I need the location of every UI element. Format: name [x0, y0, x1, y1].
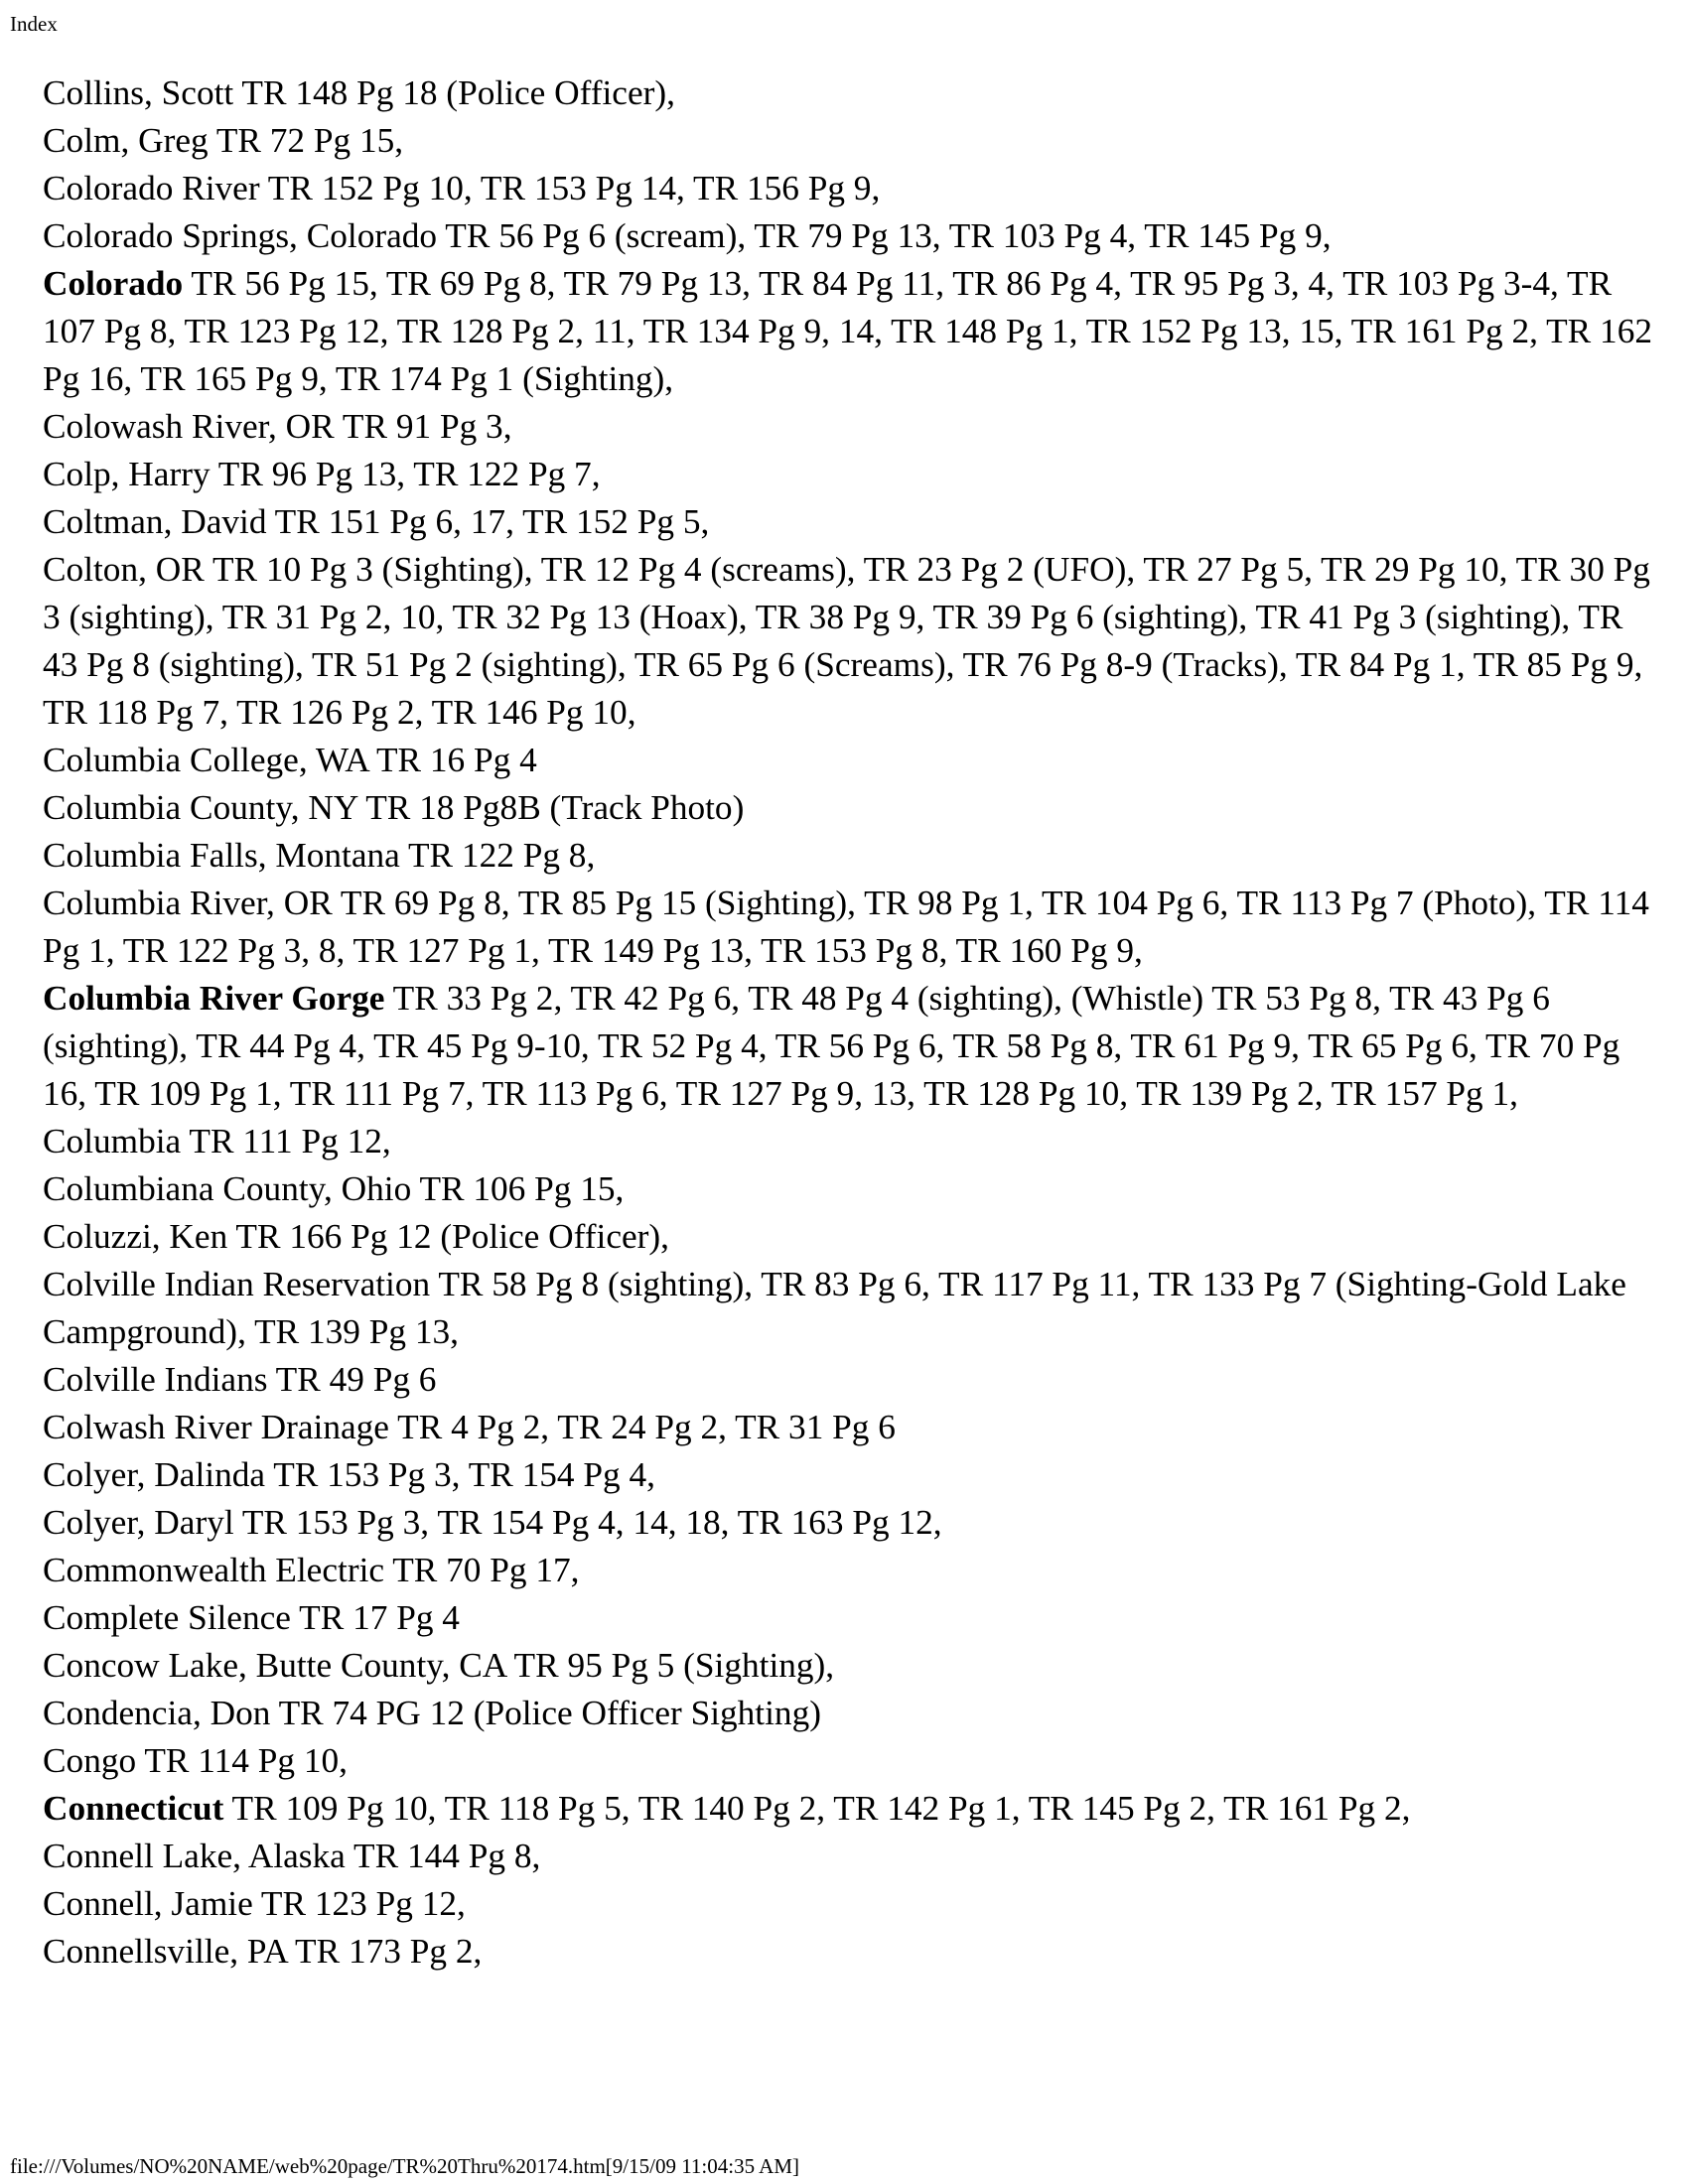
index-entry: [43, 975, 1656, 1118]
index-entry: [43, 1404, 1656, 1451]
index-entry-term: Connell Lake, Alaska: [43, 1837, 346, 1875]
index-entry-references: TR 70 Pg 17,: [384, 1551, 580, 1589]
index-entry: [43, 1499, 1656, 1547]
index-entry: [43, 1547, 1656, 1594]
index-entry-term: Columbia River Gorge: [43, 979, 385, 1018]
index-entry-references: TR 72 Pg 15,: [208, 121, 404, 160]
index-entry-references: TR 122 Pg 8,: [399, 836, 596, 875]
index-entry-term: Colorado River: [43, 169, 260, 207]
index-entry-term: Columbiana County, Ohio: [43, 1169, 412, 1208]
index-entry-term: Collins, Scott: [43, 73, 234, 112]
index-entry: [43, 1261, 1656, 1356]
index-entry-references: TR 109 Pg 10, TR 118 Pg 5, TR 140 Pg 2, TR 142 Pg 1, TR 145 Pg 2, TR 161 Pg 2,: [223, 1789, 1411, 1828]
index-entry-references: TR 151 Pg 6, 17, TR 152 Pg 5,: [266, 502, 710, 541]
index-entry: [43, 260, 1656, 403]
index-entry-references: TR 152 Pg 10, TR 153 Pg 14, TR 156 Pg 9,: [259, 169, 881, 207]
index-entry: [43, 212, 1656, 260]
index-entry-term: Complete Silence: [43, 1598, 291, 1637]
index-entry-term: Colowash River, OR: [43, 407, 335, 446]
index-entry: [43, 880, 1656, 975]
index-entry-references: TR 153 Pg 3, TR 154 Pg 4,: [265, 1455, 655, 1494]
index-entry: [43, 784, 1656, 832]
page-header-title: Index: [10, 12, 58, 36]
index-entry-term: Coluzzi, Ken: [43, 1217, 228, 1256]
index-entry: [43, 1451, 1656, 1499]
index-entry-term: Colyer, Dalinda: [43, 1455, 266, 1494]
index-entry-term: Colton, OR: [43, 550, 205, 589]
index-entry-references: TR 18 Pg8B (Track Photo): [357, 788, 745, 827]
index-entry-references: TR 95 Pg 5 (Sighting),: [505, 1646, 835, 1685]
index-entry: [43, 1118, 1656, 1165]
index-entry-term: Condencia, Don: [43, 1694, 271, 1732]
index-entry: [43, 1785, 1656, 1833]
index-entry-references: TR 56 Pg 15, TR 69 Pg 8, TR 79 Pg 13, TR 84 Pg 11, TR 86 Pg 4, TR 95 Pg 3, 4, TR 103 Pg 3-4, TR 107 Pg 8, TR 123 Pg 12, TR 128 Pg 2, 11, TR 134 Pg 9, 14, TR 148 Pg 1, TR 152 Pg 13, 15, TR 161 Pg 2, TR 162 Pg 16, TR 165 Pg 9, TR 174 Pg 1 (Sighting),: [43, 264, 1652, 398]
index-entry-term: Colyer, Daryl: [43, 1503, 234, 1542]
index-entry-term: Colwash River Drainage: [43, 1408, 389, 1446]
index-entry-term: Connecticut: [43, 1789, 224, 1828]
index-entry: [43, 546, 1656, 737]
index-entry-term: Columbia Falls, Montana: [43, 836, 400, 875]
index-entry-references: TR 74 PG 12 (Police Officer Sighting): [270, 1694, 821, 1732]
index-entry-term: Colp, Harry: [43, 455, 211, 493]
index-entry-term: Columbia: [43, 1122, 182, 1160]
index-entry-term: Concow Lake, Butte County, CA: [43, 1646, 506, 1685]
index-entry-references: TR 10 Pg 3 (Sighting), TR 12 Pg 4 (screams), TR 23 Pg 2 (UFO), TR 27 Pg 5, TR 29 Pg 10, TR 30 Pg 3 (sighting), TR 31 Pg 2, 10, TR 32 Pg 13 (Hoax), TR 38 Pg 9, TR 39 Pg 6 (sighting), TR 41 Pg 3 (sighting), TR 43 Pg 8 (sighting), TR 51 Pg 2 (sighting), TR 65 Pg 6 (Screams), TR 76 Pg 8-9 (Tracks), TR 84 Pg 1, TR 85 Pg 9, TR 118 Pg 7, TR 126 Pg 2, TR 146 Pg 10,: [43, 550, 1650, 732]
index-entry: [43, 403, 1656, 451]
index-entry: [43, 1642, 1656, 1690]
index-entry-term: Connell, Jamie: [43, 1884, 253, 1923]
index-entry-term: Columbia County, NY: [43, 788, 358, 827]
index-entry-term: Coltman, David: [43, 502, 267, 541]
index-entry-term: Colm, Greg: [43, 121, 209, 160]
index-entry-references: TR 91 Pg 3,: [334, 407, 512, 446]
index-entry-references: TR 69 Pg 8, TR 85 Pg 15 (Sighting), TR 98 Pg 1, TR 104 Pg 6, TR 113 Pg 7 (Photo), TR 114 Pg 1, TR 122 Pg 3, 8, TR 127 Pg 1, TR 149 Pg 13, TR 153 Pg 8, TR 160 Pg 9,: [43, 884, 1649, 970]
index-entry-references: TR 173 Pg 2,: [286, 1932, 483, 1971]
index-entry-references: TR 56 Pg 6 (scream), TR 79 Pg 13, TR 103 Pg 4, TR 145 Pg 9,: [437, 216, 1332, 255]
index-entry-list: [43, 69, 1656, 1976]
index-entry-term: Congo: [43, 1741, 137, 1780]
index-entry-references: TR 4 Pg 2, TR 24 Pg 2, TR 31 Pg 6: [388, 1408, 896, 1446]
index-entry-term: Colville Indian Reservation: [43, 1265, 431, 1303]
index-entry-references: TR 111 Pg 12,: [181, 1122, 391, 1160]
index-entry-term: Columbia River, OR: [43, 884, 333, 922]
index-entry-references: TR 114 Pg 10,: [136, 1741, 348, 1780]
index-entry-references: TR 16 Pg 4: [367, 741, 537, 779]
index-entry: [43, 832, 1656, 880]
index-entry: [43, 1880, 1656, 1928]
page-footer-url: file:///Volumes/NO%20NAME/web%20page/TR%20Thru%20174.htm[9/15/09 11:04:35 AM]: [10, 2154, 800, 2178]
index-entry-term: Colorado Springs, Colorado: [43, 216, 438, 255]
index-entry-term: Connellsville, PA: [43, 1932, 287, 1971]
index-entry: [43, 1737, 1656, 1785]
index-entry-term: Colville Indians: [43, 1360, 268, 1399]
index-entry-references: TR 49 Pg 6: [267, 1360, 437, 1399]
index-entry: [43, 737, 1656, 784]
index-entry-references: TR 153 Pg 3, TR 154 Pg 4, 14, 18, TR 163 Pg 12,: [233, 1503, 942, 1542]
index-entry-references: TR 33 Pg 2, TR 42 Pg 6, TR 48 Pg 4 (sighting), (Whistle) TR 53 Pg 8, TR 43 Pg 6 (sighting), TR 44 Pg 4, TR 45 Pg 9-10, TR 52 Pg 4, TR 56 Pg 6, TR 58 Pg 8, TR 61 Pg 9, TR 65 Pg 6, TR 70 Pg 16, TR 109 Pg 1, TR 111 Pg 7, TR 113 Pg 6, TR 127 Pg 9, 13, TR 128 Pg 10, TR 139 Pg 2, TR 157 Pg 1,: [43, 979, 1620, 1113]
index-entry: [43, 451, 1656, 498]
index-entry: [43, 1356, 1656, 1404]
index-entry: [43, 1165, 1656, 1213]
index-entry: [43, 498, 1656, 546]
index-entry-references: TR 17 Pg 4: [290, 1598, 460, 1637]
index-entry: [43, 1690, 1656, 1737]
index-entry-references: TR 148 Pg 18 (Police Officer),: [233, 73, 675, 112]
index-entry-references: TR 144 Pg 8,: [345, 1837, 541, 1875]
index-entry: [43, 1594, 1656, 1642]
index-entry-references: TR 58 Pg 8 (sighting), TR 83 Pg 6, TR 117 Pg 11, TR 133 Pg 7 (Sighting-Gold Lake Campground), TR 139 Pg 13,: [43, 1265, 1626, 1351]
index-entry-term: Colorado: [43, 264, 184, 303]
index-entry: [43, 117, 1656, 165]
index-entry: [43, 69, 1656, 117]
index-entry-references: TR 166 Pg 12 (Police Officer),: [227, 1217, 669, 1256]
index-entry-references: TR 106 Pg 15,: [411, 1169, 625, 1208]
index-entry: [43, 165, 1656, 212]
index-entry-term: Commonwealth Electric: [43, 1551, 385, 1589]
index-entry-references: TR 96 Pg 13, TR 122 Pg 7,: [210, 455, 601, 493]
index-entry: [43, 1833, 1656, 1880]
index-entry-references: TR 123 Pg 12,: [252, 1884, 466, 1923]
index-entry: [43, 1928, 1656, 1976]
index-entry-term: Columbia College, WA: [43, 741, 368, 779]
index-entry: [43, 1213, 1656, 1261]
